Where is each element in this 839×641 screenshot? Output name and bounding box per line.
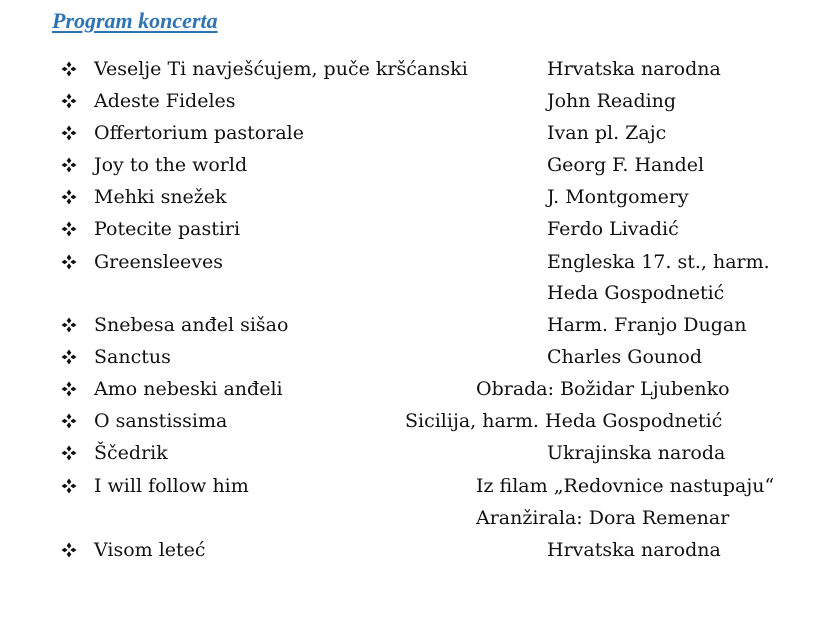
song-title: Snebesa anđel sišao [94,314,289,336]
program-item [0,89,839,113]
song-title: I will follow him [94,475,249,497]
song-title: Greensleeves [94,251,224,273]
four-diamond-bullet-icon [60,185,78,209]
composer: Aranžirala: Dora Remenar [476,507,730,529]
composer: Hrvatska narodna [547,58,721,80]
composer: Sicilija, harm. Heda Gospodnetić [405,410,723,432]
four-diamond-bullet-icon [60,345,78,369]
program-item [0,441,839,465]
composer: John Reading [547,90,677,112]
composer: Iz filam „Redovnice nastupaju“ [476,475,775,497]
four-diamond-bullet-icon [60,538,78,562]
program-title: Program koncerta [52,8,218,33]
four-diamond-bullet-icon [60,474,78,498]
program-item [0,474,839,498]
composer: Ferdo Livadić [547,218,679,240]
four-diamond-bullet-icon [60,153,78,177]
song-title: Joy to the world [94,154,248,176]
four-diamond-bullet-icon [60,409,78,433]
program-item [0,538,839,562]
composer: Georg F. Handel [547,154,705,176]
program-item [0,345,839,369]
song-title: Sanctus [94,346,171,368]
composer: Harm. Franjo Dugan [547,314,747,336]
composer: Ivan pl. Zajc [547,122,667,144]
composer: Hrvatska narodna [547,539,721,561]
program-item [0,57,839,81]
program-item [0,409,839,433]
song-title: Visom leteć [94,539,206,561]
four-diamond-bullet-icon [60,57,78,81]
four-diamond-bullet-icon [60,441,78,465]
composer: Obrada: Božidar Ljubenko [476,378,730,400]
song-title: Amo nebeski anđeli [94,378,283,400]
program-item [0,121,839,145]
composer: Heda Gospodnetić [547,282,725,304]
four-diamond-bullet-icon [60,313,78,337]
program-item [0,217,839,241]
composer: Engleska 17. st., harm. [547,251,770,273]
composer: J. Montgomery [547,186,689,208]
composer: Charles Gounod [547,346,702,368]
song-title: Offertorium pastorale [94,122,304,144]
song-title: Ščedrik [94,442,168,464]
four-diamond-bullet-icon [60,121,78,145]
program-item [0,250,839,274]
program-item [0,313,839,337]
composer-continuation [0,506,839,530]
composer: Ukrajinska naroda [547,442,726,464]
program-item [0,377,839,401]
song-title: Mehki snežek [94,186,227,208]
program-item [0,185,839,209]
song-title: Adeste Fideles [94,90,236,112]
four-diamond-bullet-icon [60,89,78,113]
song-title: Veselje Ti navješćujem, puče kršćanski [94,58,468,80]
four-diamond-bullet-icon [60,250,78,274]
four-diamond-bullet-icon [60,217,78,241]
four-diamond-bullet-icon [60,377,78,401]
song-title: Potecite pastiri [94,218,241,240]
composer-continuation [0,281,839,305]
program-item [0,153,839,177]
song-title: O sanstissima [94,410,228,432]
